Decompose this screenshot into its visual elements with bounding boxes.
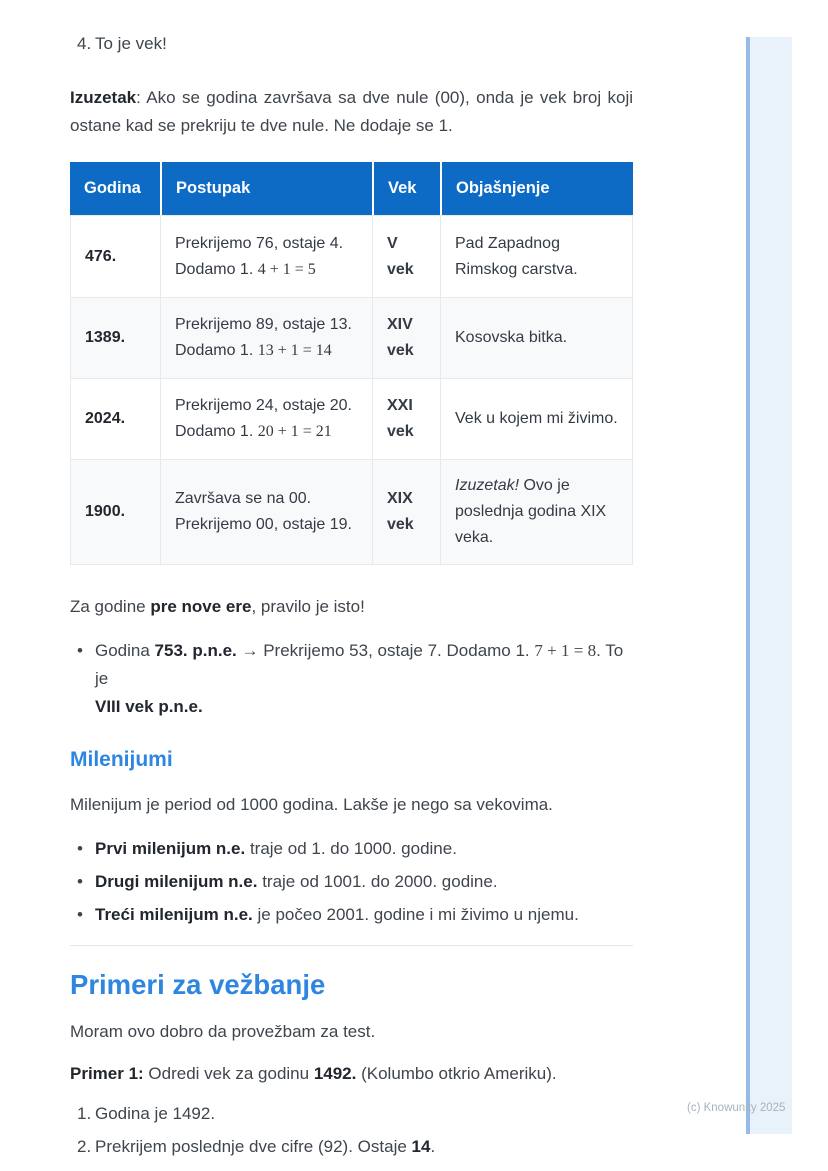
year-cell: 1900. [70,459,160,565]
text-segment: Primer 1: [70,1064,144,1083]
year-cell: 1389. [70,297,160,378]
text-line [175,257,358,283]
text-segment: Prekrijemo 24, ostaje 20. [175,397,352,414]
century-cell [372,378,440,459]
text-segment: Dodamo 1. [175,423,258,440]
text-line [95,637,633,693]
text-segment: To je vek! [95,34,167,53]
text-line [95,1100,633,1128]
text-segment: . To je [95,641,624,688]
text-segment: Drugi milenijum n.e. [95,872,258,891]
list-item-text [95,1100,633,1128]
explanation-cell [440,459,633,565]
century-cell [372,215,440,297]
text-line [455,257,618,283]
text-segment: 4 + 1 = 5 [257,260,316,278]
milenijumi-list [70,835,633,929]
bullet-icon: • [77,905,83,924]
list-number: 1. [77,1104,92,1123]
list-item-text [95,868,633,896]
text-segment: 14 [411,1137,431,1156]
document-content [70,0,633,1161]
text-line [95,30,633,58]
year-cell: 476. [70,215,160,297]
list-item-text [95,1133,633,1161]
text-line [175,393,358,419]
text-segment: . [430,1137,436,1156]
procedure-cell [160,378,372,459]
milenijumi-intro: Milenijum je period od 1000 godina. Lakše je nego sa vekovima. [70,795,553,814]
procedure-cell [160,215,372,297]
text-line [175,419,358,445]
text-segment: Dodamo 1. [175,260,258,278]
exception-paragraph [70,84,633,140]
text-segment: (Kolumbo otkrio Ameriku). [356,1064,557,1083]
text-segment: Za godine [70,597,151,616]
text-segment: Godina [95,641,155,660]
list-item [70,637,633,721]
text-line [387,312,426,338]
text-segment: Kosovska bitka. [455,329,568,346]
year-cell: 2024. [70,378,160,459]
text-segment: Godina je 1492. [95,1104,216,1123]
pne-rule-paragraph [70,593,633,621]
numbered-list-continuation [70,30,633,58]
text-line [387,257,426,283]
text-line [455,406,618,432]
section-divider [70,945,633,946]
column-header-postupak: Postupak [160,162,372,215]
column-header-godina: Godina [70,162,160,215]
list-item [70,901,633,929]
text-segment: 7 + 1 = 8 [534,641,597,660]
list-item-text [95,835,633,863]
text-segment: → Prekrijemo 53, ostaje 7. Dodamo 1. [236,641,535,660]
text-line [95,868,633,896]
text-segment: pre nove ere [150,597,252,616]
text-line [387,419,426,445]
column-header-objasnjenje: Objašnjenje [440,162,633,215]
explanation-cell [440,215,633,297]
text-segment: je počeo 2001. godine i mi živimo u njemu. [252,905,579,924]
table-row [70,297,633,378]
text-segment: Vek u kojem mi živimo. [455,410,618,427]
text-segment: vek [387,516,414,533]
text-line [175,231,358,257]
text-line [175,486,358,512]
text-segment: vek [387,342,414,359]
watermark: (c) Knowunity 2025 [687,1102,786,1114]
text-line [455,325,618,351]
list-number: 4. [77,34,92,53]
text-segment: Rimskog carstva. [455,260,578,278]
list-item [70,1133,633,1161]
primeri-intro: Moram ovo dobro da provežbam za test. [70,1022,376,1041]
text-segment: 753. p.n.e. [154,641,237,660]
text-segment: Prekrijem poslednje dve cifre (92). Ostaje [95,1137,412,1156]
milenijumi-heading: Milenijumi [70,748,173,771]
list-item [70,30,633,58]
text-line [95,901,633,929]
list-number: 2. [77,1137,92,1156]
bullet-icon: • [77,641,83,660]
text-segment: 13 + 1 = 14 [257,342,332,359]
primer1-steps-list [70,1100,633,1161]
text-line [387,512,426,538]
list-item [70,835,633,863]
text-line [387,393,426,419]
text-segment: : Ako se godina završava sa dve nule (00), onda je vek broj koji ostane kad se prekriju te dve nule. Ne dodaje se 1. [70,88,633,135]
text-line [95,835,633,863]
text-segment: veka. [455,529,494,546]
text-line [455,525,618,551]
list-item-text [95,901,633,929]
table-header-row [70,162,633,215]
procedure-cell [160,459,372,565]
page-edge-strip [746,37,792,1134]
text-line [387,486,426,512]
text-segment: poslednja godina XIX [455,503,607,520]
text-segment: 1492. [313,1064,357,1083]
pne-example-list [70,637,633,721]
text-line [455,499,618,525]
text-line [387,231,426,257]
text-segment: Pad Zapadnog [455,234,560,252]
bullet-icon: • [77,839,83,858]
text-segment: Prekrijemo 89, ostaje 13. [175,316,352,333]
list-item [70,1100,633,1128]
text-segment: Ovo je [519,477,570,494]
table-row [70,459,633,565]
text-line [95,693,633,721]
text-segment: Prekrijemo 76, ostaje 4. [175,234,344,252]
text-segment: XIV [387,316,413,333]
text-segment: Završava se na 00. [175,490,312,507]
text-segment: V [387,234,398,252]
text-segment: XXI [387,397,413,414]
text-segment: Treći milenijum n.e. [95,905,253,924]
text-segment: 20 + 1 = 21 [257,423,332,440]
text-segment: vek [387,423,414,440]
century-table [70,162,633,565]
text-segment: XIX [387,490,413,507]
table-row [70,215,633,297]
procedure-cell [160,297,372,378]
text-line [175,338,358,364]
century-cell [372,297,440,378]
table-row [70,378,633,459]
text-segment: Prvi milenijum n.e. [95,839,246,858]
text-segment: traje od 1. do 1000. godine. [245,839,457,858]
primer1-paragraph [70,1060,633,1088]
century-cell [372,459,440,565]
text-line [455,473,618,499]
table-body [70,215,633,565]
text-segment: , pravilo je isto! [251,597,365,616]
text-segment: Odredi vek za godinu [143,1064,314,1083]
bullet-icon: • [77,872,83,891]
text-segment: VIII vek p.n.e. [95,697,203,716]
text-segment: Prekrijemo 00, ostaje 19. [175,516,352,533]
text-segment: Izuzetak [70,88,137,107]
list-item [70,868,633,896]
text-segment: Dodamo 1. [175,342,258,359]
text-line [175,312,358,338]
explanation-cell [440,297,633,378]
list-item-text [95,30,633,58]
text-segment: Izuzetak! [455,477,520,494]
text-segment: vek [387,260,414,278]
table-header [70,162,633,215]
explanation-cell [440,378,633,459]
column-header-vek: Vek [372,162,440,215]
primeri-heading: Primeri za vežbanje [70,969,326,1000]
list-item-text [95,637,633,721]
text-line [455,231,618,257]
text-line [175,512,358,538]
text-line [95,1133,633,1161]
text-line [387,338,426,364]
text-segment: traje od 1001. do 2000. godine. [257,872,498,891]
